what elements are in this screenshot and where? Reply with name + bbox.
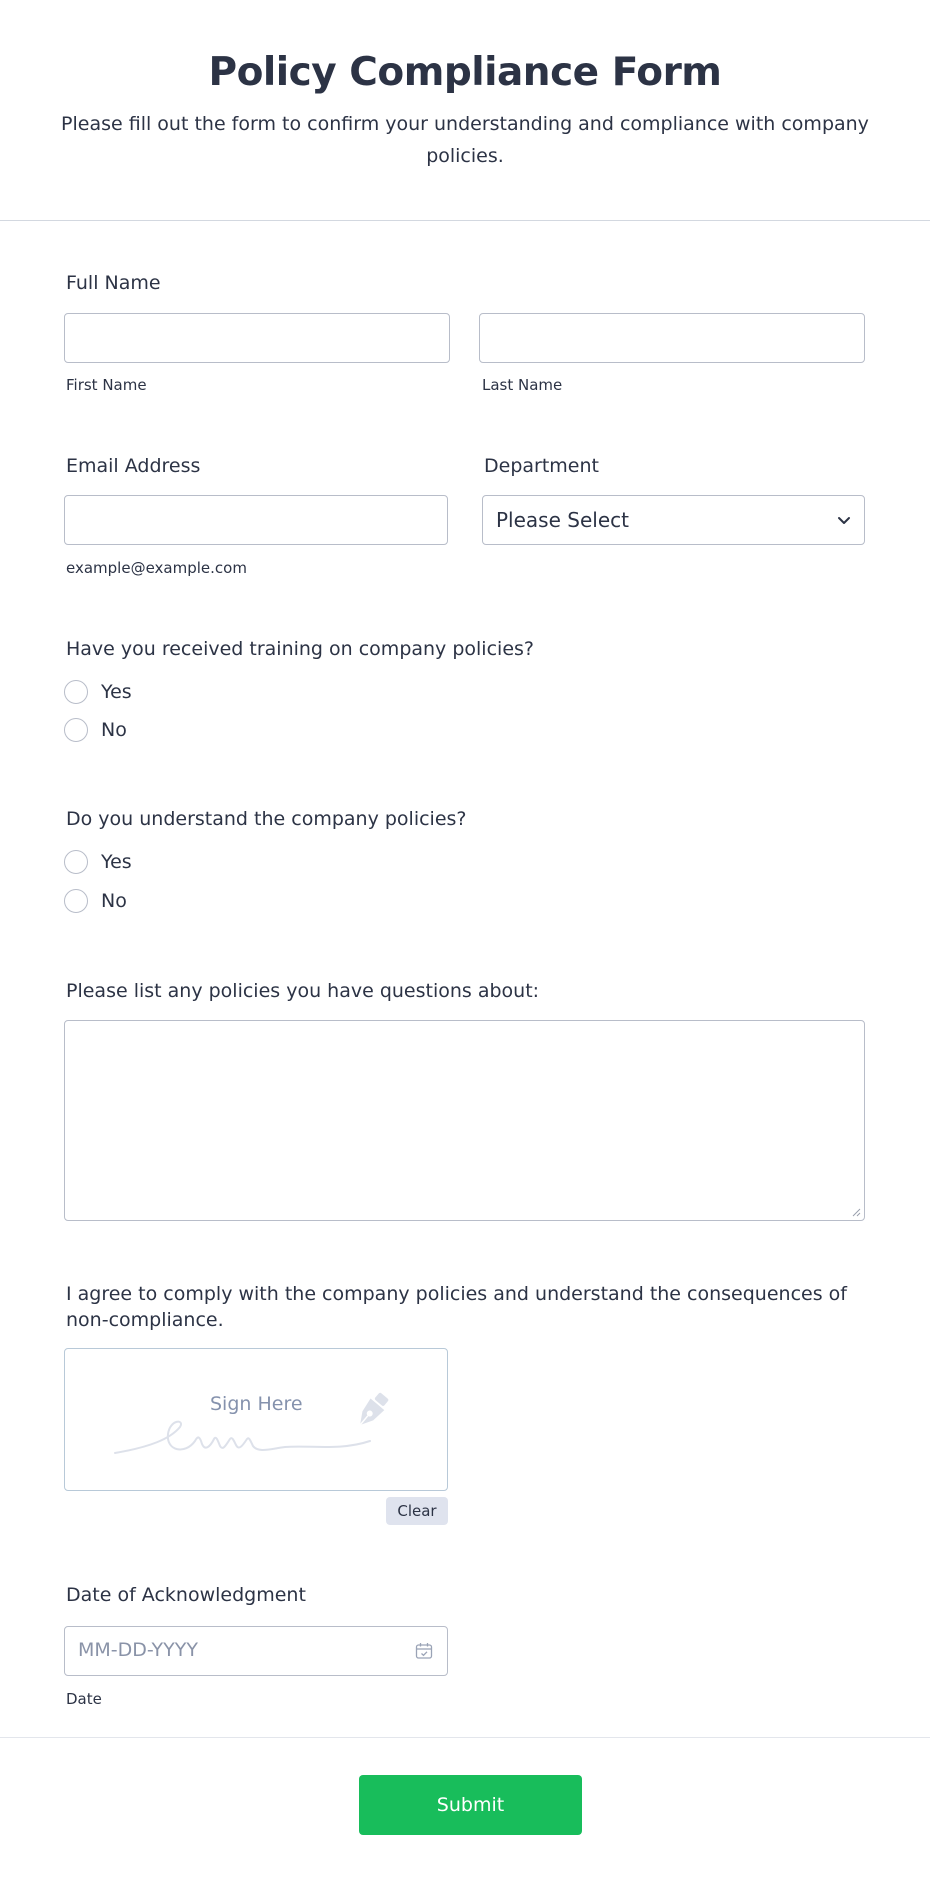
chevron-down-icon <box>836 512 852 528</box>
form-header <box>0 0 930 221</box>
form-footer <box>0 1737 930 1886</box>
full-name-label: Full Name <box>66 272 161 294</box>
policy-questions-textarea[interactable] <box>64 1020 865 1221</box>
radio-label: Yes <box>101 681 132 703</box>
radio-button[interactable] <box>64 718 88 742</box>
radio-button[interactable] <box>64 889 88 913</box>
last-name-input[interactable] <box>479 313 865 363</box>
date-label: Date of Acknowledgment <box>66 1584 306 1606</box>
clear-signature-button[interactable]: Clear <box>386 1497 448 1525</box>
page-title: Policy Compliance Form <box>208 50 722 95</box>
department-selected-value: Please Select <box>496 508 629 532</box>
email-label: Email Address <box>66 455 201 477</box>
email-input[interactable] <box>64 495 448 545</box>
signature-agreement-label: I agree to comply with the company policies and understand the consequences of non-compliance. <box>66 1283 847 1331</box>
last-name-sublabel: Last Name <box>482 376 563 394</box>
first-name-input[interactable] <box>64 313 450 363</box>
department-label: Department <box>484 455 599 477</box>
radio-label: Yes <box>101 851 132 873</box>
resize-grip-icon[interactable] <box>851 1207 861 1217</box>
department-select[interactable] <box>482 495 865 545</box>
signature-placeholder: Sign Here <box>210 1393 303 1415</box>
calendar-icon[interactable] <box>415 1642 433 1660</box>
date-sublabel: Date <box>66 1690 102 1708</box>
radio-button[interactable] <box>64 850 88 874</box>
pen-icon <box>348 1389 394 1435</box>
radio-label: No <box>101 719 127 741</box>
policy-questions-label: Please list any policies you have questions about: <box>66 980 540 1002</box>
date-input[interactable] <box>64 1626 448 1676</box>
understand-question: Do you understand the company policies? <box>66 808 467 830</box>
signature-pad[interactable] <box>64 1348 448 1491</box>
page-subtitle: Please fill out the form to confirm your understanding and compliance with company policies. <box>61 113 869 167</box>
date-placeholder: MM-DD-YYYY <box>78 1639 198 1661</box>
radio-label: No <box>101 890 127 912</box>
submit-button[interactable]: Submit <box>359 1775 582 1835</box>
training-question: Have you received training on company policies? <box>66 638 534 660</box>
radio-button[interactable] <box>64 680 88 704</box>
email-sublabel: example@example.com <box>66 559 247 577</box>
first-name-sublabel: First Name <box>66 376 147 394</box>
